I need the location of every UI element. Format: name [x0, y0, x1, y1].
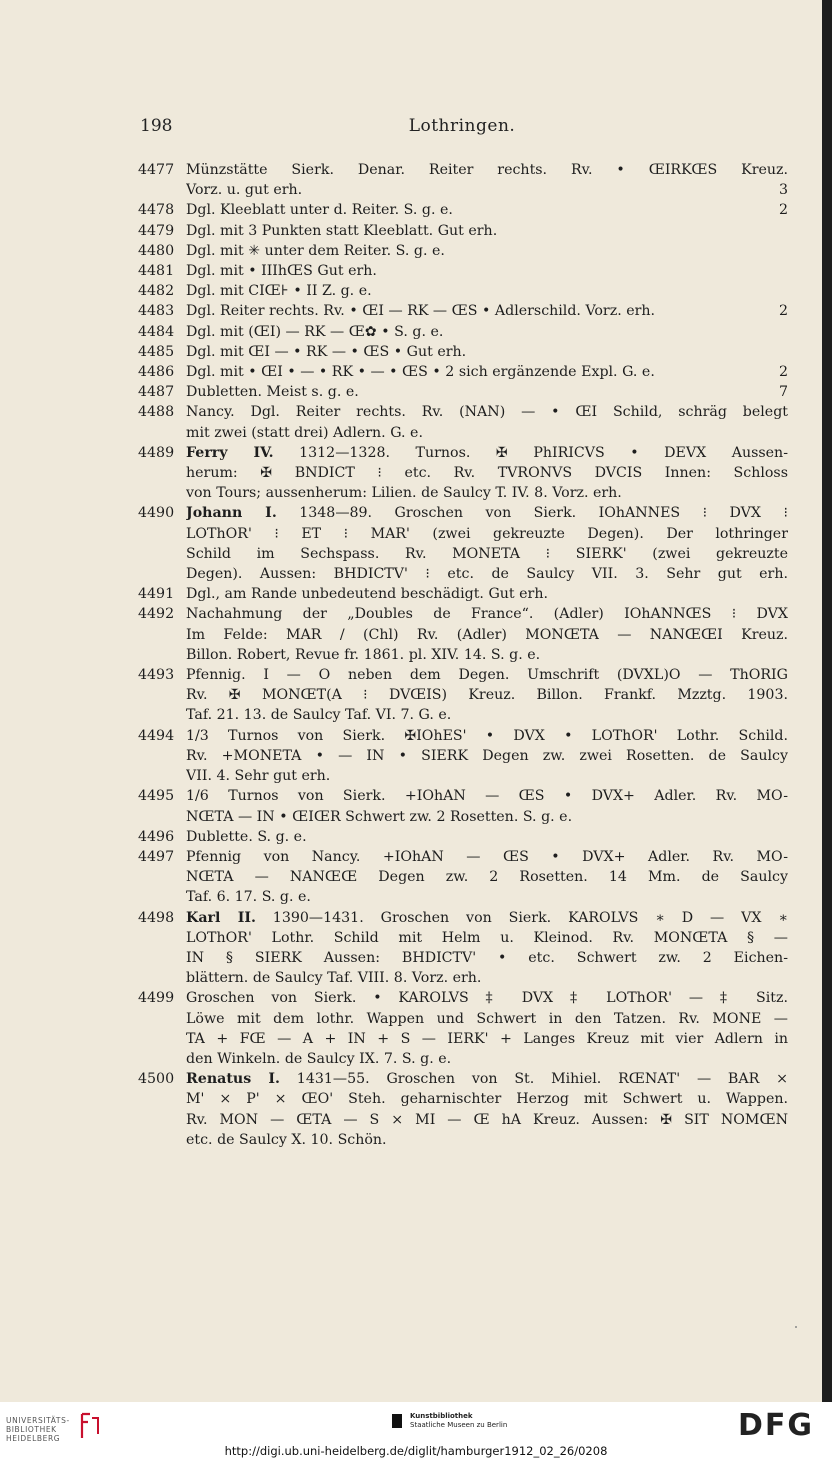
catalogue-entry	[138, 1069, 788, 1150]
entry-quantity: 7	[778, 384, 788, 401]
entry-text: LOThOR' Lothr. Schild mit Helm u. Kleinod. Rv. MONŒTA § —	[186, 929, 788, 946]
catalogue-entry	[138, 322, 788, 342]
entry-text: Rv. ✠ MONŒT(A ⁝ DVŒIS) Kreuz. Billon. Frankf. Mzztg. 1903.	[186, 687, 788, 704]
entry-line	[186, 746, 788, 766]
entry-number: 4500	[138, 1071, 175, 1088]
entry-text: TA + FŒ — A + IN + S — IERK' + Langes Kreuz mit vier Adlern in	[186, 1030, 788, 1047]
entry-line	[186, 241, 788, 261]
entry-number: 4479	[138, 222, 175, 239]
entry-line	[186, 827, 788, 847]
entry-line	[186, 726, 788, 746]
ruler-name: Ferry IV.	[186, 444, 274, 461]
entry-text: Dgl. mit ✳ unter dem Reiter. S. g. e.	[186, 242, 445, 259]
entry-number: 4491	[138, 586, 175, 603]
catalogue-entry	[138, 908, 788, 989]
entry-text: Pfennig von Nancy. +IOhAN — ŒS • DVX+ Adler. Rv. MO-	[186, 848, 788, 865]
entry-text: Münzstätte Sierk. Denar. Reiter rechts. Rv. • ŒIRKŒS Kreuz.	[186, 162, 788, 178]
entry-number: 4478	[138, 202, 175, 219]
catalogue-entry	[138, 200, 788, 220]
entry-line: Ferry IV. 1312—1328. Turnos. ✠ PhIRICVS • DEVX Aussen-	[186, 444, 788, 461]
catalogue-entry	[138, 443, 788, 504]
entry-line	[186, 382, 788, 402]
entry-text: VII. 4. Sehr gut erh.	[186, 768, 331, 785]
entry-line	[186, 423, 788, 443]
kunstbibliothek-logo-icon	[392, 1414, 402, 1428]
entry-line	[186, 524, 788, 544]
entry-number: 4487	[138, 384, 175, 401]
entry-line	[186, 180, 788, 200]
entry-number: 4484	[138, 323, 175, 340]
entry-line	[186, 342, 788, 362]
entry-text: Dgl. Reiter rechts. Rv. • ŒI — RK — ŒS • Adlerschild. Vorz. erh.	[186, 303, 656, 320]
entry-number: 4492	[138, 606, 175, 623]
entry-line	[186, 281, 788, 301]
entry-quantity: 3	[778, 182, 788, 199]
entry-number: 4490	[138, 505, 175, 522]
entry-text: M' × P' × ŒO' Steh. geharnischter Herzog mit Schwert u. Wappen.	[186, 1091, 788, 1108]
entry-text: Groschen von Sierk. • KAROLVS ‡ DVX ‡ LOThOR' — ‡ Sitz.	[186, 990, 788, 1007]
entry-number: 4489	[138, 444, 175, 461]
entry-number: 4496	[138, 828, 175, 845]
catalogue-entry	[138, 382, 788, 402]
entry-line	[186, 463, 788, 483]
ruler-name: Karl II.	[186, 909, 256, 926]
catalogue-entry	[138, 847, 788, 908]
catalogue-entry	[138, 665, 788, 726]
entry-text: Vorz. u. gut erh.	[186, 182, 303, 199]
entry-text: mit zwei (statt drei) Adlern. G. e.	[186, 424, 423, 441]
entry-number: 4477	[138, 162, 175, 178]
entry-number: 4486	[138, 364, 175, 381]
catalogue-entry	[138, 402, 788, 442]
entry-line	[186, 362, 788, 382]
entry-text: NŒTA — IN • ŒIŒR Schwert zw. 2 Rosetten. S. g. e.	[186, 808, 573, 825]
catalogue-entry	[138, 726, 788, 787]
catalogue-entry	[138, 827, 788, 847]
entry-line	[186, 402, 788, 422]
viewer-footer	[0, 1402, 832, 1462]
entry-text: Rv. MON — ŒTA — S × MI — Œ hA Kreuz. Aussen: ✠ SIT NOMŒN	[186, 1111, 788, 1128]
entry-quantity: 2	[778, 364, 788, 381]
page-title: Lothringen.	[408, 116, 516, 136]
entry-line	[186, 1110, 788, 1130]
entry-text: Dgl., am Rande unbedeutend beschädigt. Gut erh.	[186, 586, 548, 603]
entry-line	[186, 1009, 788, 1029]
catalogue-entry	[138, 584, 788, 604]
catalogue-entry	[138, 503, 788, 584]
entry-quantity: 2	[778, 202, 788, 219]
entry-number: 4499	[138, 990, 175, 1007]
catalogue-entries	[138, 160, 788, 1150]
entry-number: 4498	[138, 909, 175, 926]
dfg-logo: DFG	[737, 1408, 814, 1443]
entry-text: Billon. Robert, Revue fr. 1861. pl. XIV. 14. S. g. e.	[186, 646, 541, 663]
ruler-name: Renatus I.	[186, 1071, 280, 1088]
book-spine-edge	[822, 0, 832, 1402]
entry-line	[186, 564, 788, 584]
entry-text: Taf. 6. 17. S. g. e.	[186, 889, 311, 906]
entry-line	[186, 928, 788, 948]
entry-line	[186, 786, 788, 806]
entry-line	[186, 322, 788, 342]
entry-line	[186, 1089, 788, 1109]
entry-line	[186, 807, 788, 827]
kb-title: Kunstbibliothek	[410, 1412, 473, 1420]
entry-text: von Tours; aussenherum: Lilien. de Saulcy T. IV. 8. Vorz. erh.	[186, 485, 622, 502]
entry-line	[186, 867, 788, 887]
entry-number: 4483	[138, 303, 175, 320]
entry-line	[186, 604, 788, 624]
entry-number: 4481	[138, 263, 175, 280]
entry-text: Rv. +MONETA • — IN • SIERK Degen zw. zwei Rosetten. de Saulcy	[186, 747, 788, 764]
entry-text: Dgl. mit 3 Punkten statt Kleeblatt. Gut erh.	[186, 222, 498, 239]
entry-text: Löwe mit dem lothr. Wappen und Schwert in den Tatzen. Rv. MONE —	[186, 1010, 788, 1027]
entry-text: Degen). Aussen: BHDICTV' ⁝ etc. de Saulcy VII. 3. Sehr gut erh.	[186, 566, 788, 583]
entry-text: etc. de Saulcy X. 10. Schön.	[186, 1131, 387, 1148]
entry-line: Renatus I. 1431—55. Groschen von St. Mihiel. RŒNAT' — BAR ×	[186, 1071, 788, 1088]
entry-text: Pfennig. I — O neben dem Degen. Umschrift (DVXL)O — ThORIG	[186, 667, 788, 684]
entry-text: Im Felde: MAR / (Chl) Rv. (Adler) MONŒTA — NANŒŒI Kreuz.	[186, 626, 788, 643]
entry-text: Dgl. mit (ŒI) — RK — Œ✿ • S. g. e.	[186, 323, 444, 340]
entry-line	[186, 948, 788, 968]
catalogue-entry	[138, 221, 788, 241]
entry-text: Dgl. mit • IIIhŒS Gut erh.	[186, 263, 377, 280]
catalogue-entry	[138, 988, 788, 1069]
entry-text: Dublette. S. g. e.	[186, 828, 307, 845]
entry-number: 4485	[138, 343, 175, 360]
entry-number: 4493	[138, 667, 175, 684]
university-logo-icon	[78, 1412, 102, 1440]
entry-line	[186, 584, 788, 604]
entry-line	[186, 625, 788, 645]
entry-line	[186, 705, 788, 725]
entry-text: NŒTA — NANŒŒ Degen zw. 2 Rosetten. 14 Mm. de Saulcy	[186, 869, 788, 886]
entry-line	[186, 988, 788, 1008]
ruler-name: Johann I.	[186, 505, 277, 522]
entry-text: den Winkeln. de Saulcy IX. 7. S. g. e.	[186, 1050, 452, 1067]
entry-line	[186, 887, 788, 907]
entry-line	[186, 665, 788, 685]
entry-line	[186, 160, 788, 180]
catalogue-entry	[138, 261, 788, 281]
entry-text: Dgl. mit CIŒ⊦ • II Z. g. e.	[186, 283, 372, 300]
entry-number: 4497	[138, 848, 175, 865]
catalogue-entry	[138, 301, 788, 321]
catalogue-entry	[138, 362, 788, 382]
university-library-label	[6, 1416, 70, 1443]
entry-text: Schild im Sechspass. Rv. MONETA ⁝ SIERK' (zwei gekreuzte	[186, 545, 788, 562]
entry-line	[186, 544, 788, 564]
entry-line	[186, 766, 788, 786]
entry-number: 4495	[138, 788, 175, 805]
entry-number: 4488	[138, 404, 175, 421]
catalogue-entry	[138, 786, 788, 826]
entry-line	[186, 1049, 788, 1069]
entry-text: Dgl. mit ŒI — • RK — • ŒS • Gut erh.	[186, 343, 467, 360]
entry-number: 4482	[138, 283, 175, 300]
page-number: 198	[140, 116, 173, 136]
entry-line	[186, 200, 788, 220]
uni-line-2: BIBLIOTHEK	[6, 1425, 57, 1434]
catalogue-entry	[138, 241, 788, 261]
catalogue-entry	[138, 342, 788, 362]
entry-text: Dgl. Kleeblatt unter d. Reiter. S. g. e.	[186, 202, 453, 219]
entry-line	[186, 685, 788, 705]
entry-line: Karl II. 1390—1431. Groschen von Sierk. KAROLVS ∗ D — VX ∗	[186, 909, 788, 926]
entry-line	[186, 968, 788, 988]
entry-text: 1/6 Turnos von Sierk. +IOhAN — ŒS • DVX+ Adler. Rv. MO-	[186, 788, 788, 805]
entry-number: 4494	[138, 727, 175, 744]
entry-line	[186, 1029, 788, 1049]
entry-text: Nachahmung der „Doubles de France“. (Adler) IOhANNŒS ⁝ DVX	[186, 606, 788, 623]
page-header	[140, 116, 784, 140]
uni-line-1: UNIVERSITÄTS-	[6, 1416, 70, 1425]
catalogue-entry	[138, 160, 788, 200]
entry-line	[186, 301, 788, 321]
entry-number: 4480	[138, 242, 175, 259]
entry-text: Taf. 21. 13. de Saulcy Taf. VI. 7. G. e.	[186, 707, 452, 724]
entry-line	[186, 1130, 788, 1150]
catalogue-entry	[138, 604, 788, 665]
entry-text: blättern. de Saulcy Taf. VIII. 8. Vorz. erh.	[186, 970, 482, 987]
entry-line	[186, 483, 788, 503]
kb-subtitle: Staatliche Museen zu Berlin	[410, 1421, 508, 1429]
entry-text: Nancy. Dgl. Reiter rechts. Rv. (NAN) — • ŒI Schild, schräg belegt	[186, 404, 788, 421]
entry-line	[186, 847, 788, 867]
entry-text: LOThOR' ⁝ ET ⁝ MAR' (zwei gekreuzte Degen). Der lothringer	[186, 525, 788, 542]
entry-line	[186, 221, 788, 241]
entry-line	[186, 645, 788, 665]
entry-text: IN § SIERK Aussen: BHDICTV' • etc. Schwert zw. 2 Eichen-	[186, 949, 788, 966]
paper-speck	[795, 1326, 797, 1328]
entry-line: Johann I. 1348—89. Groschen von Sierk. IOhANNES ⁝ DVX ⁝	[186, 505, 788, 522]
entry-text: Dubletten. Meist s. g. e.	[186, 384, 359, 401]
entry-line	[186, 261, 788, 281]
entry-text: herum: ✠ BNDICT ⁝ etc. Rv. TVRONVS DVCIS Innen: Schloss	[186, 465, 788, 482]
entry-quantity: 2	[778, 303, 788, 320]
entry-text: Dgl. mit • ŒI • — • RK • — • ŒS • 2 sich ergänzende Expl. G. e.	[186, 364, 655, 381]
permalink-url[interactable]: http://digi.ub.uni-heidelberg.de/diglit/hamburger1912_02_26/0208	[224, 1444, 608, 1458]
entry-text: 1/3 Turnos von Sierk. ✠IOhES' • DVX • LOThOR' Lothr. Schild.	[186, 727, 788, 744]
uni-line-3: HEIDELBERG	[6, 1434, 61, 1443]
catalogue-entry	[138, 281, 788, 301]
